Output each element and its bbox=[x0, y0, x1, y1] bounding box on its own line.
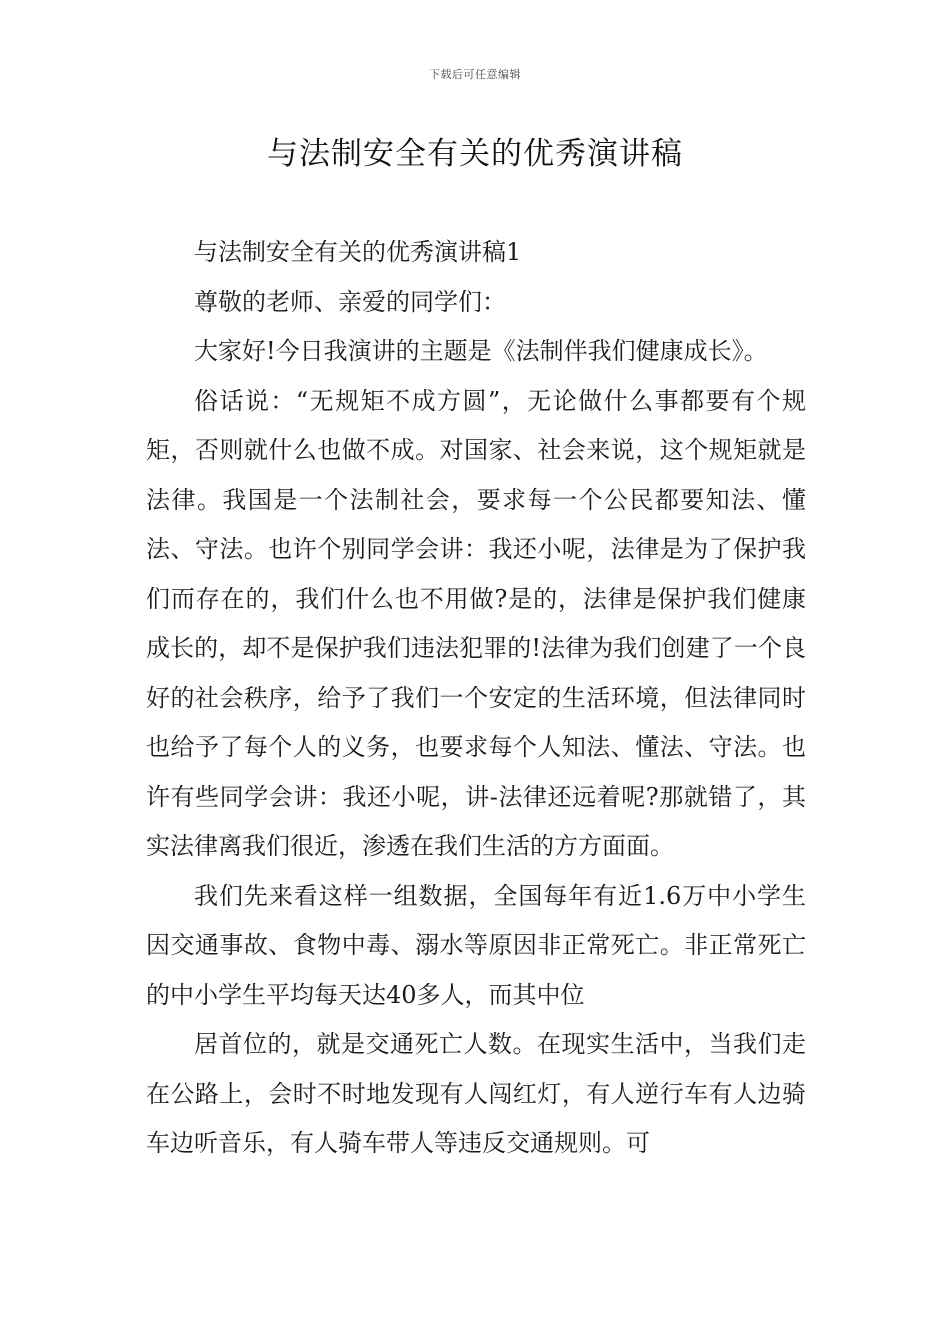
paragraph: 大家好!今日我演讲的主题是《法制伴我们健康成长》。 bbox=[194, 337, 768, 365]
paragraph: 与法制安全有关的优秀演讲稿1 bbox=[194, 238, 522, 266]
document-title: 与法制安全有关的优秀演讲稿 bbox=[267, 136, 683, 172]
paragraph: 俗话说：“无规矩不成方圆”，无论做什么事都要有个规矩，否则就什么也做不成。对国家、社会来说，这个规矩就是法律。我国是一个法制社会，要求每一个公民都要知法、懂法、守法。也许个别同学会讲：我还小呢，法律是为了保护我们而存在的，我们什么也不用做?是的，法律是保护我们健康成长的，却不是保护我们违法犯罪的!法律为我们创建了一个良好的社会秩序，给予了我们一个安定的生活环境，但法律同时也给予了每个人的义务，也要求每个人知法、懂法、守法。也许有些同学会讲：我还小呢，讲-法律还远着呢?那就错了，其实法律离我们很近，渗透在我们生活的方方面面。 bbox=[146, 386, 806, 860]
paragraph: 我们先来看这样一组数据，全国每年有近1.6万中小学生因交通事故、食物中毒、溺水等原因非正常死亡。非正常死亡的中小学生平均每天达40多人，而其中位 bbox=[146, 881, 806, 1009]
paragraph: 居首位的，就是交通死亡人数。在现实生活中，当我们走在公路上，会时不时地发现有人闯红灯，有人逆行车有人边骑车边听音乐，有人骑车带人等违反交通规则。可 bbox=[146, 1030, 806, 1157]
document-body bbox=[146, 228, 806, 1169]
header-note: 下载后可任意编辑 bbox=[429, 68, 521, 81]
paragraph: 尊敬的老师、亲爱的同学们： bbox=[194, 287, 506, 316]
